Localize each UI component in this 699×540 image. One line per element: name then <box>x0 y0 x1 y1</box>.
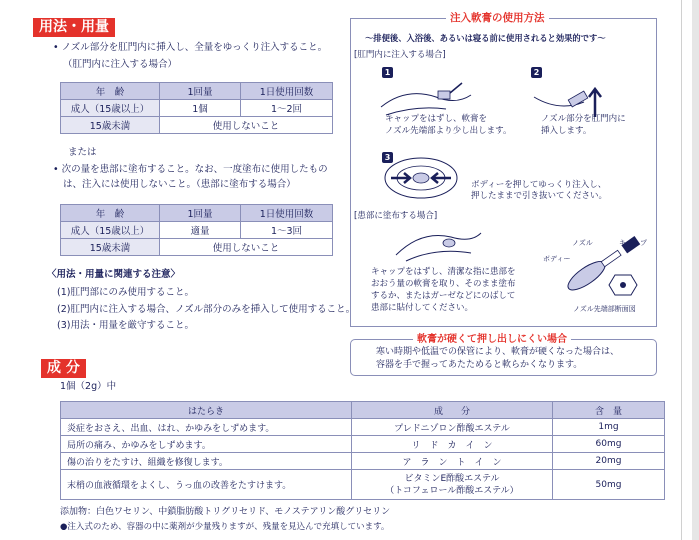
step3-number: 3 <box>382 152 393 163</box>
howto-title: 注入軟膏の使用方法 <box>446 12 549 25</box>
cell-not-use: 使用しないこと <box>160 117 333 134</box>
col-dose: 1回量 <box>160 83 241 100</box>
usage-section-title: 用法・用量 <box>33 18 115 37</box>
cell-times: 1〜3回 <box>241 222 333 239</box>
ingredient-name: ビタミンE酢酸エステル <box>404 473 500 484</box>
cell-age-child: 15歳未満 <box>61 117 160 134</box>
usage-notes-title: 〈用法・用量に関連する注意〉 <box>47 269 181 280</box>
step1-text-2: ノズル先端部より少し出します。 <box>385 126 512 136</box>
usage-note-1: (1)肛門部にのみ使用すること。 <box>57 287 194 298</box>
cell-dose: 適量 <box>160 222 241 239</box>
hard-title: 軟膏が硬くて押し出しにくい場合 <box>413 333 571 346</box>
page-edge-shadow <box>692 0 699 540</box>
usage-line-apply-a: • 次の量を患部に塗布すること。なお、一度塗布に使用したもの <box>53 164 328 175</box>
ingredient-cell: ア ラ ン ト イ ン <box>352 453 553 470</box>
step1-text-1: キャップをはずし、軟膏を <box>385 114 488 124</box>
dosage-table-anal <box>60 82 333 134</box>
col-age: 年 齢 <box>61 83 160 100</box>
label-nozzle-tip: ノズル先端部断面図 <box>573 305 636 313</box>
hard-ointment-box <box>350 334 657 376</box>
dosage-table-apply <box>60 204 333 256</box>
effect-cell: 傷の治りをたすけ、組織を修復します。 <box>61 453 352 470</box>
col-times: 1日使用回数 <box>241 83 333 100</box>
step3-illustration <box>379 152 469 207</box>
usage-line-inject: • ノズル部分を肛門内に挿入し、全量をゆっくり注入すること。 <box>53 42 328 53</box>
amount-cell: 60mg <box>553 436 665 453</box>
col-age: 年 齢 <box>61 205 160 222</box>
step2-text-1: ノズル部分を肛門内に <box>541 114 626 124</box>
howto-panel <box>350 12 657 327</box>
effect-cell: 炎症をおさえ、出血、はれ、かゆみをしずめます。 <box>61 419 352 436</box>
ingredient-cell: プレドニゾロン酢酸エステル <box>352 419 553 436</box>
cell-times: 1〜2回 <box>241 100 333 117</box>
cell-not-use: 使用しないこと <box>160 239 333 256</box>
usage-or: または <box>68 147 97 158</box>
ingredients-table <box>60 401 665 500</box>
cell-age-child: 15歳未満 <box>61 239 160 256</box>
step1-number: 1 <box>382 67 393 78</box>
step2-number: 2 <box>531 67 542 78</box>
col-ingredient: 成 分 <box>352 402 553 419</box>
hard-text-2: 容器を手で握ってあたためると軟らかくなります。 <box>376 360 583 370</box>
amount-cell: 1mg <box>553 419 665 436</box>
cell-age-adult: 成人（15歳以上） <box>61 100 160 117</box>
col-dose: 1回量 <box>160 205 241 222</box>
anal-heading: [肛門内に注入する場合] <box>354 50 446 60</box>
apply-text-1: キャップをはずし、清潔な指に患部を <box>371 267 516 277</box>
apply-text-2: おおう量の軟膏を取り、そのまま塗布 <box>371 279 516 289</box>
label-body: ボディー <box>543 255 571 263</box>
ingredients-section-title: 成 分 <box>41 359 86 378</box>
label-nozzle: ノズル <box>572 239 593 247</box>
amount-cell: 20mg <box>553 453 665 470</box>
ingredient-name-alt: （トコフェロール酢酸エステル） <box>385 485 519 496</box>
effect-cell: 局所の痛み、かゆみをしずめます。 <box>61 436 352 453</box>
hard-text-1: 寒い時期や低温での保管により、軟膏が硬くなった場合は、 <box>376 347 620 357</box>
cell-age-adult: 成人（15歳以上） <box>61 222 160 239</box>
usage-note-2: (2)肛門内に注入する場合、ノズル部分のみを挿入して使用すること。 <box>57 304 356 315</box>
apply-text-3: するか、またはガーゼなどにのばして <box>371 291 516 301</box>
ingredient-cell <box>352 470 553 500</box>
step2-text-2: 挿入します。 <box>541 126 592 136</box>
effect-cell: 末梢の血液循環をよくし、うっ血の改善をたすけます。 <box>61 470 352 500</box>
col-times: 1日使用回数 <box>241 205 333 222</box>
amount-cell: 50mg <box>553 470 665 500</box>
usage-note-3: (3)用法・用量を厳守すること。 <box>57 320 194 331</box>
step3-text-1: ボディーを押してゆっくり注入し、 <box>471 180 607 190</box>
usage-line-apply-b: は、注入には使用しないこと。（患部に塗布する場合） <box>63 179 296 190</box>
ingredients-footnote: ●注入式のため、容器の中に薬剤が少量残りますが、残量を見込んで充填しています。 <box>60 522 390 532</box>
ingredients-additives: 添加物：白色ワセリン、中鎖脂肪酸トリグリセリド、モノステアリン酸グリセリン <box>60 507 391 517</box>
ingredient-cell: リ ド カ イ ン <box>352 436 553 453</box>
apply-heading: [患部に塗布する場合] <box>354 211 438 221</box>
label-cap: キャップ <box>619 239 647 247</box>
step3-text-2: 押したままで引き抜いてください。 <box>471 191 608 201</box>
col-amount: 含 量 <box>553 402 665 419</box>
cell-dose: 1個 <box>160 100 241 117</box>
howto-subtitle: 〜排便後、入浴後、あるいは寝る前に使用されると効果的です〜 <box>365 33 606 43</box>
ingredients-per: 1個（2g）中 <box>60 381 117 392</box>
apply-illustration <box>391 225 486 265</box>
usage-sub-anal: （肛門内に注入する場合） <box>63 59 178 70</box>
apply-text-4: 患部に貼付してください。 <box>371 303 474 313</box>
col-effect: はたらき <box>61 402 352 419</box>
